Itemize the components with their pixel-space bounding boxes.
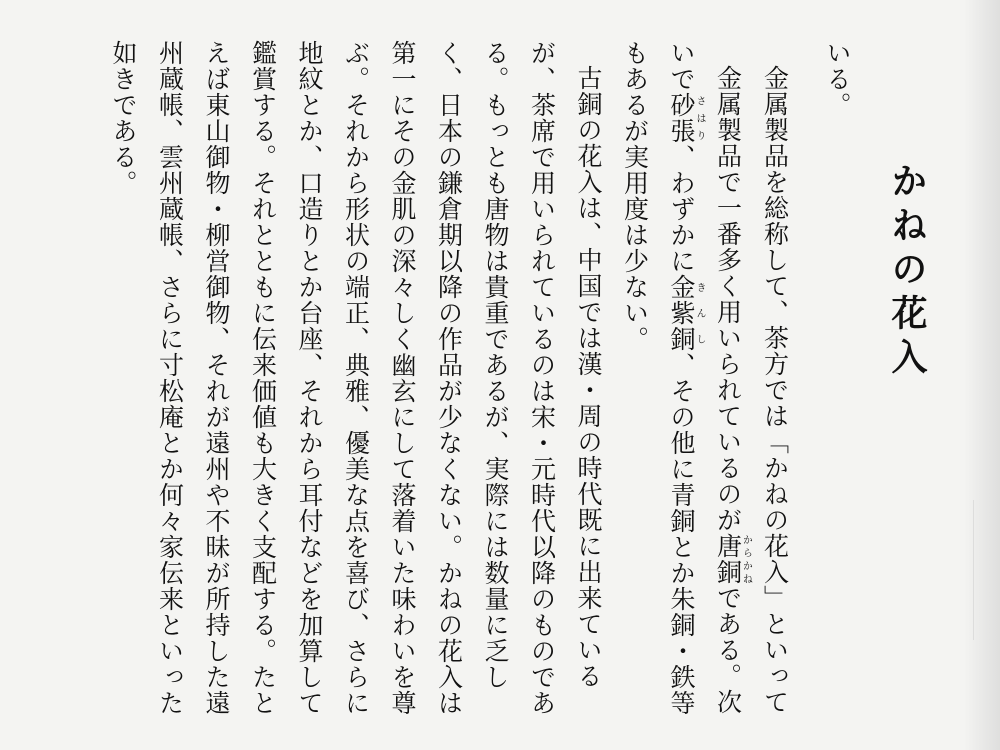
text-run: 、わずかに [667,144,696,274]
adjacent-page-ghost [973,500,996,640]
text-run: 古銅の花入は、中国では漢・周の時代既に出来ているが、茶席で用いられているのは宋・元時代以降のものである。もっとも唐物は貴重であるが、実際には数量に乏しく、日本の鎌倉期以降の作品が少なくない。かねの花入は第一にその金肌の深々しく幽玄にして落着いた味わいを尊ぶ。それから形状の端正、典雅、優美な点を喜び、さらに地紋とか、口造りとか台座、それから耳付などを加算して鑑賞する。それとともに伝来価値も大きく支配する。たとえば東山御物・柳営御物、それが遠州や不昧が所持した遠州蔵帳、雲州蔵帳、さらに寸松庵とか何々家伝来といった如きである。 [109,40,603,716]
ruby-annotated-word: 金紫銅きんし [667,274,705,352]
furigana-reading: さはり [694,92,705,144]
furigana-reading: きんし [694,274,705,352]
ruby-annotated-word: 砂張さはり [667,92,705,144]
paragraph-1 [751,40,798,730]
text-run: である。次いで [667,40,743,715]
paragraph-3 [100,40,612,730]
paragraph-2 [611,40,751,730]
furigana-reading: からかね [740,533,752,585]
text-run: いる。 [823,40,852,118]
page-title: かねの花入 [886,162,928,382]
paragraph-continuation [814,40,861,730]
text-run: 金属製品を総称して、茶方では「かねの花入」といって [760,65,790,715]
text-run: 、その他に青銅とか朱銅・鉄等もあるが実用度は少ない。 [620,40,696,716]
vertical-body-text [100,40,861,730]
text-run: 金属製品で一番多く用いられているのが [713,65,743,533]
ruby-annotated-word: 唐銅からかね [713,533,752,585]
